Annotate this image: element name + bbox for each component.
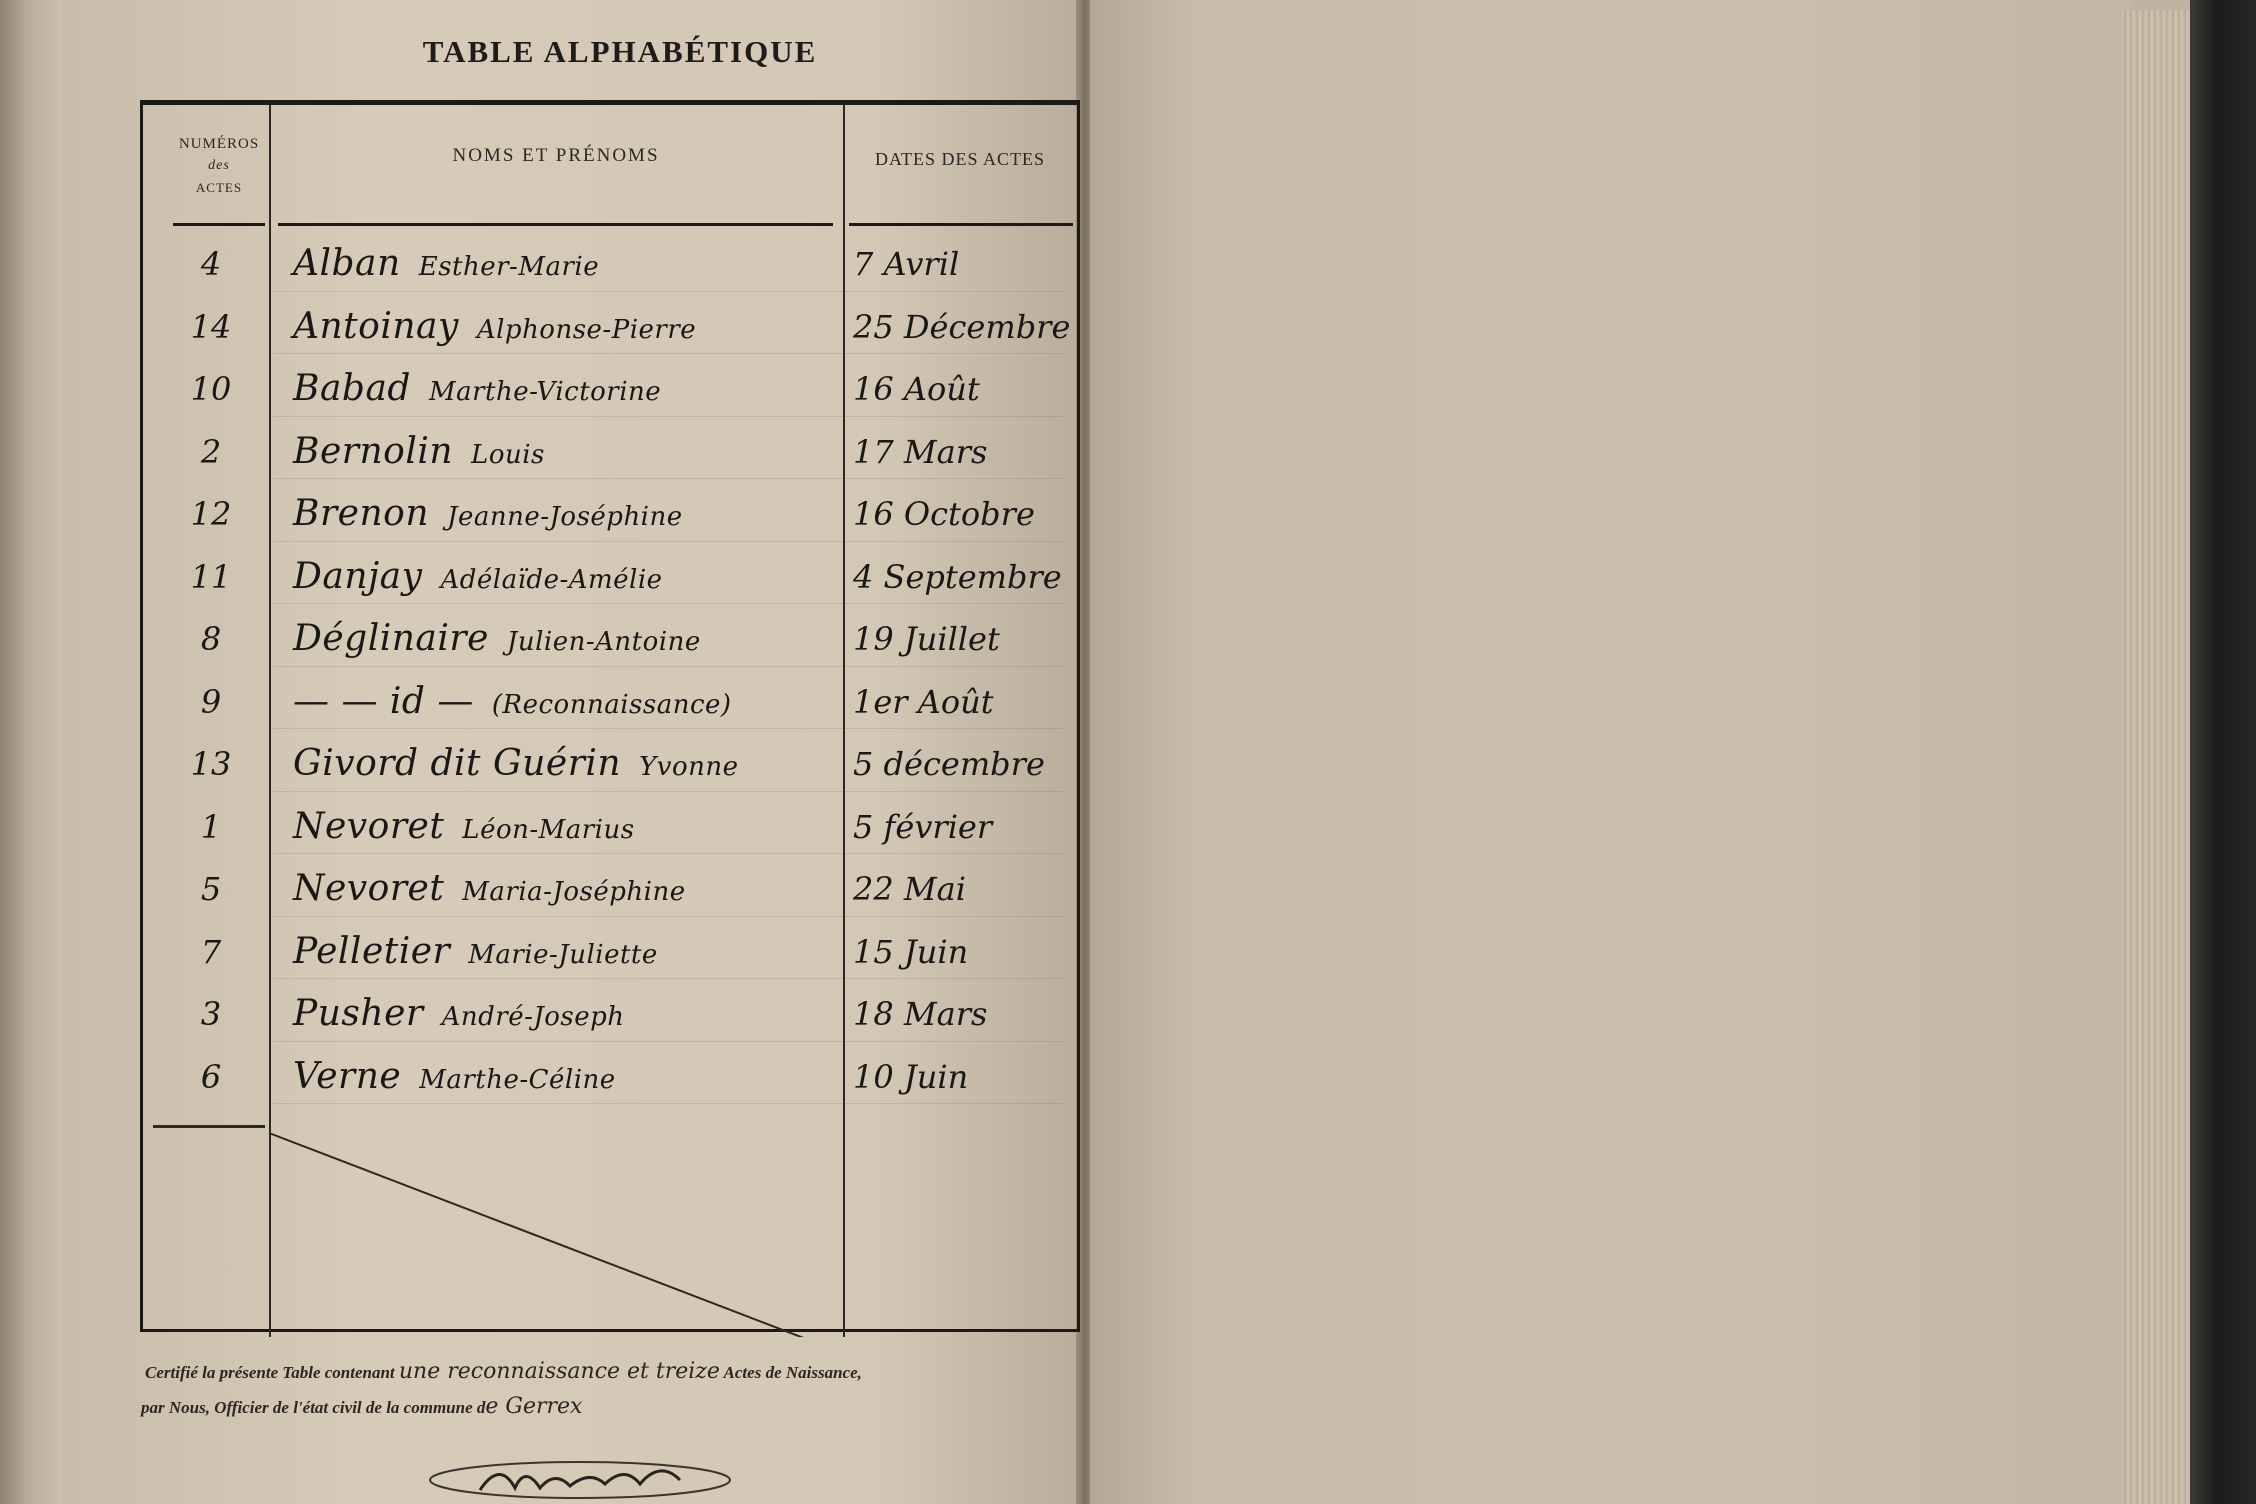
header-numbers-line3: ACTES — [195, 180, 243, 195]
book-left-edge — [0, 0, 70, 1504]
surname: Danjay — [293, 555, 423, 597]
act-number: 14 — [190, 307, 232, 346]
given-names: Adélaïde-Amélie — [440, 564, 663, 595]
act-date: 4 Septembre — [853, 557, 1062, 596]
surname: Babad — [293, 368, 411, 409]
surname: Pelletier — [293, 930, 451, 972]
given-names: Yvonne — [639, 752, 739, 782]
act-date: 25 Décembre — [853, 307, 1071, 346]
given-names: Marthe-Victorine — [428, 377, 662, 407]
act-number: 2 — [200, 432, 222, 471]
surname: Brenon — [293, 493, 430, 534]
act-number: 11 — [190, 557, 232, 596]
act-date: 5 décembre — [853, 745, 1045, 783]
act-date: 16 Août — [853, 370, 980, 408]
surname: Pusher — [293, 993, 424, 1034]
act-number: 7 — [200, 932, 222, 971]
act-number: 1 — [200, 807, 222, 846]
header-numbers-line2: des — [208, 158, 230, 173]
given-names: Maria-Joséphine — [462, 877, 686, 907]
act-date: 15 Juin — [853, 932, 969, 971]
surname: Nevoret — [293, 868, 445, 909]
given-names: Jeanne-Joséphine — [447, 502, 683, 532]
surname: Givord dit Guérin — [293, 743, 622, 784]
act-number: 8 — [200, 620, 222, 658]
act-date: 17 Mars — [853, 432, 988, 471]
given-names: (Reconnaissance) — [491, 689, 732, 720]
act-date: 18 Mars — [853, 995, 988, 1033]
act-date: 7 Avril — [853, 245, 960, 283]
book-cover — [2190, 0, 2256, 1504]
cert-prefix-2: par Nous, Officier de l'état civil de la commune d — [141, 1398, 486, 1417]
closing-diagonal-line — [143, 105, 1083, 1337]
surname: Bernolin — [293, 430, 454, 472]
given-names: André-Joseph — [441, 1002, 625, 1032]
given-names: Julien-Antoine — [506, 627, 701, 657]
given-names: Léon-Marius — [462, 814, 635, 845]
act-number: 6 — [200, 1057, 222, 1096]
cert-handwritten-commune: e Gerrex — [485, 1394, 583, 1419]
page-title: TABLE ALPHABÉTIQUE — [422, 34, 818, 69]
certification-text — [141, 1355, 1085, 1425]
header-dates: DATES DES ACTES — [874, 149, 1046, 169]
alphabetical-table — [140, 100, 1080, 1332]
officer-signature — [420, 1440, 740, 1504]
act-date: 1er Août — [853, 682, 994, 721]
surname: Nevoret — [293, 805, 445, 847]
given-names: Marie-Juliette — [468, 939, 658, 970]
surname: — — id — — [293, 680, 474, 722]
certification-line2 — [141, 1390, 1085, 1425]
act-number: 10 — [190, 370, 232, 408]
page-stack-edges — [2122, 10, 2192, 1504]
right-page-blank — [1090, 0, 2130, 1504]
given-names: Alphonse-Pierre — [476, 314, 697, 345]
certification-line1 — [145, 1355, 1085, 1390]
surname: Verne — [293, 1055, 402, 1097]
cert-suffix-1: Actes de Naissance, — [723, 1363, 862, 1382]
surname: Antoinay — [293, 305, 459, 347]
act-number: 5 — [200, 870, 222, 908]
surname: Déglinaire — [293, 618, 489, 659]
cert-handwritten-count: une reconnaissance et treize — [398, 1359, 720, 1384]
act-date: 10 Juin — [853, 1057, 969, 1096]
header-numbers-line1: NUMÉROS — [178, 136, 260, 152]
act-number: 12 — [190, 495, 232, 533]
given-names: Marthe-Céline — [419, 1064, 616, 1095]
act-number: 3 — [200, 995, 222, 1033]
act-date: 5 février — [853, 807, 993, 846]
given-names: Esther-Marie — [418, 252, 600, 282]
cert-prefix-1: Certifié la présente Table contenant — [145, 1363, 395, 1382]
surname: Alban — [293, 243, 401, 284]
given-names: Louis — [471, 439, 545, 470]
act-number: 13 — [190, 745, 232, 783]
act-number: 4 — [200, 245, 222, 283]
act-number: 9 — [200, 682, 222, 721]
act-date: 16 Octobre — [853, 495, 1035, 533]
header-names: NOMS ET PRÉNOMS — [452, 145, 660, 166]
act-date: 22 Mai — [853, 870, 966, 908]
act-date: 19 Juillet — [853, 620, 1000, 658]
